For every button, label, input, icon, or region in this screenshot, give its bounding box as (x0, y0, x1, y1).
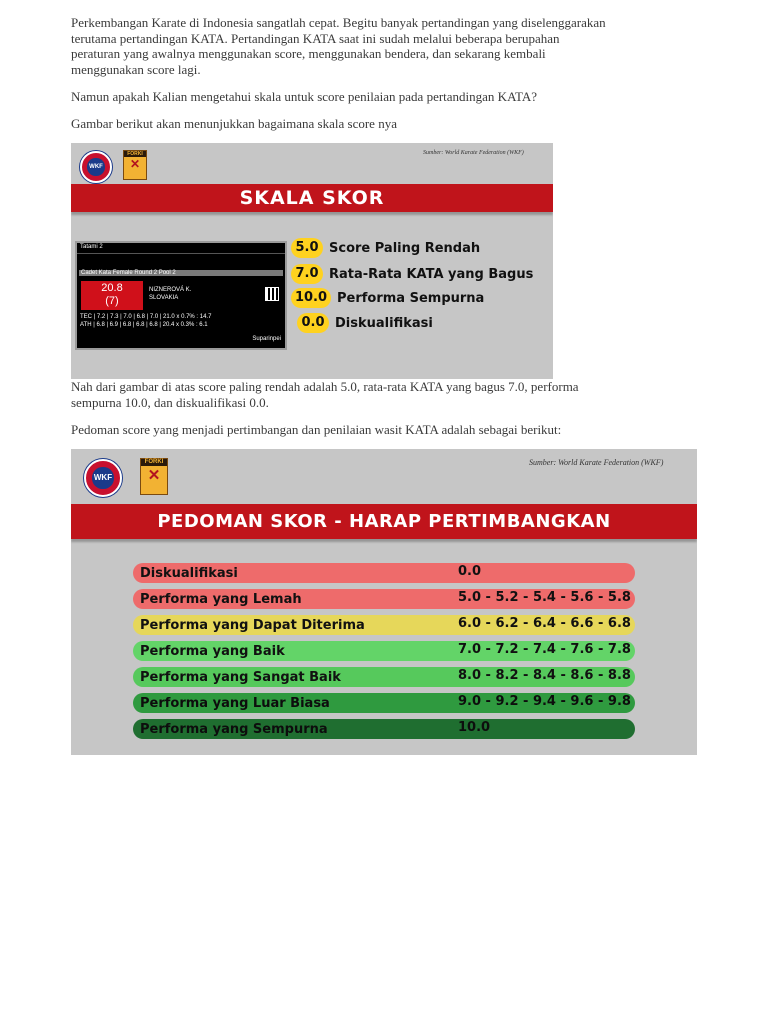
guide-row (133, 667, 635, 687)
guide-row (133, 589, 635, 609)
intro-paragraph (71, 15, 701, 77)
guide-row-values: 5.0 - 5.2 - 5.4 - 5.6 - 5.8 (458, 590, 631, 605)
guide-row-label: Performa yang Lemah (140, 592, 302, 607)
guide-row-label: Performa yang Luar Biasa (140, 696, 330, 711)
scale-label: Rata-Rata KATA yang Bagus (329, 266, 534, 282)
wkf-logo-text: WKF (92, 467, 113, 488)
guide-row-label: Diskualifikasi (140, 566, 238, 581)
intro-line-4: menggunakan score lagi. (71, 61, 201, 77)
scoreboard-country: SLOVAKIA (149, 295, 179, 301)
score-guide-figure (71, 449, 697, 755)
guide-row-label: Performa yang Sangat Baik (140, 670, 341, 685)
guide-row-values: 10.0 (458, 720, 491, 735)
wkf-logo-text: WKF (87, 158, 104, 175)
scoreboard-tatami: Tatami 2 (80, 244, 103, 250)
scoreboard-divider (77, 253, 285, 254)
guide-banner: PEDOMAN SKOR - HARAP PERTIMBANGKAN (71, 504, 697, 539)
guide-row-label: Performa yang Sempurna (140, 722, 328, 737)
scoreboard-athlete: NIZNEROVÁ K. (149, 287, 192, 293)
guide-row-values: 9.0 - 9.2 - 9.4 - 9.6 - 9.8 (458, 694, 631, 709)
intro-line-3: peraturan yang awalnya menggunakan score, menggunakan bendera, dan sekarang kembali (71, 46, 546, 61)
scale-label: Diskualifikasi (335, 315, 433, 331)
scoreboard-ath-line: ATH | 6.8 | 6.9 | 6.8 | 6.8 | 6.8 | 20.4 x 0.3% : 6.1 (80, 322, 208, 328)
guide-row (133, 719, 635, 739)
forki-logo-text: FORKI (141, 459, 167, 466)
scale-row-average (291, 264, 533, 284)
scale-row-disqualified (297, 313, 433, 333)
guide-row (133, 563, 635, 583)
guide-row-label: Performa yang Baik (140, 644, 285, 659)
source-note: Sumber: World Karate Federation (WKF) (529, 458, 664, 467)
question-paragraph: Namun apakah Kalian mengetahui skala untuk score penilaian pada pertandingan KATA? (71, 89, 538, 104)
forki-logo-text: FORKI (124, 151, 146, 157)
summary-line-1: Nah dari gambar di atas score paling rendah adalah 5.0, rata-rata KATA yang bagus 7.0, performa (71, 379, 579, 394)
source-note: Sumber: World Karate Federation (WKF) (423, 150, 524, 156)
scale-value: 5.0 (291, 238, 323, 258)
scoreboard-category: Cadet Kata Female Round 2 Pool 2 (79, 270, 283, 276)
guide-row (133, 615, 635, 635)
scoreboard-image (75, 241, 287, 350)
qr-code-icon (265, 287, 279, 301)
intro-line-2: terutama pertandingan KATA. Pertandingan KATA saat ini sudah melalui beberapa berupahan (71, 30, 560, 46)
scale-row-lowest (291, 238, 480, 258)
scale-label: Score Paling Rendah (329, 240, 481, 256)
summary-paragraph (71, 379, 701, 410)
scoreboard-kata-name: Suparinpei (252, 336, 281, 342)
intro-line-1: Perkembangan Karate di Indonesia sangatlah cepat. Begitu banyak pertandingan yang diselenggarakan (71, 15, 606, 30)
scoreboard-score-box (81, 281, 143, 310)
forki-emblem-icon: ✕ (129, 157, 141, 171)
scoreboard-rank: (7) (105, 295, 119, 307)
guide-row-label: Performa yang Dapat Diterima (140, 618, 365, 633)
wkf-logo (80, 151, 112, 183)
summary-line-2: sempurna 10.0, dan diskualifikasi 0.0. (71, 394, 269, 410)
guide-row-values: 8.0 - 8.2 - 8.4 - 8.6 - 8.8 (458, 668, 631, 683)
guide-intro-paragraph: Pedoman score yang menjadi pertimbangan dan penilaian wasit KATA adalah sebagai berikut: (71, 422, 562, 437)
forki-emblem-icon: ✕ (147, 467, 161, 485)
scale-value: 10.0 (291, 288, 331, 308)
guide-row (133, 693, 635, 713)
guide-row-values: 6.0 - 6.2 - 6.4 - 6.6 - 6.8 (458, 616, 631, 631)
scoreboard-tec-line: TEC | 7.2 | 7.3 | 7.0 | 6.8 | 7.0 | 21.0 x 0.7% : 14.7 (80, 314, 212, 320)
guide-row-values: 0.0 (458, 564, 482, 579)
scale-row-perfect (291, 288, 484, 308)
scale-value: 7.0 (291, 264, 323, 284)
guide-row (133, 641, 635, 661)
scoreboard-score: 20.8 (101, 282, 123, 294)
scale-label: Performa Sempurna (337, 290, 485, 306)
forki-logo (123, 150, 147, 180)
figure-intro-paragraph: Gambar berikut akan menunjukkan bagaimana skala score nya (71, 116, 397, 131)
forki-logo (140, 458, 168, 495)
scale-value: 0.0 (297, 313, 329, 333)
wkf-logo (84, 459, 122, 497)
guide-row-values: 7.0 - 7.2 - 7.4 - 7.6 - 7.8 (458, 642, 631, 657)
scale-banner: SKALA SKOR (71, 184, 553, 212)
score-scale-figure (71, 143, 553, 379)
